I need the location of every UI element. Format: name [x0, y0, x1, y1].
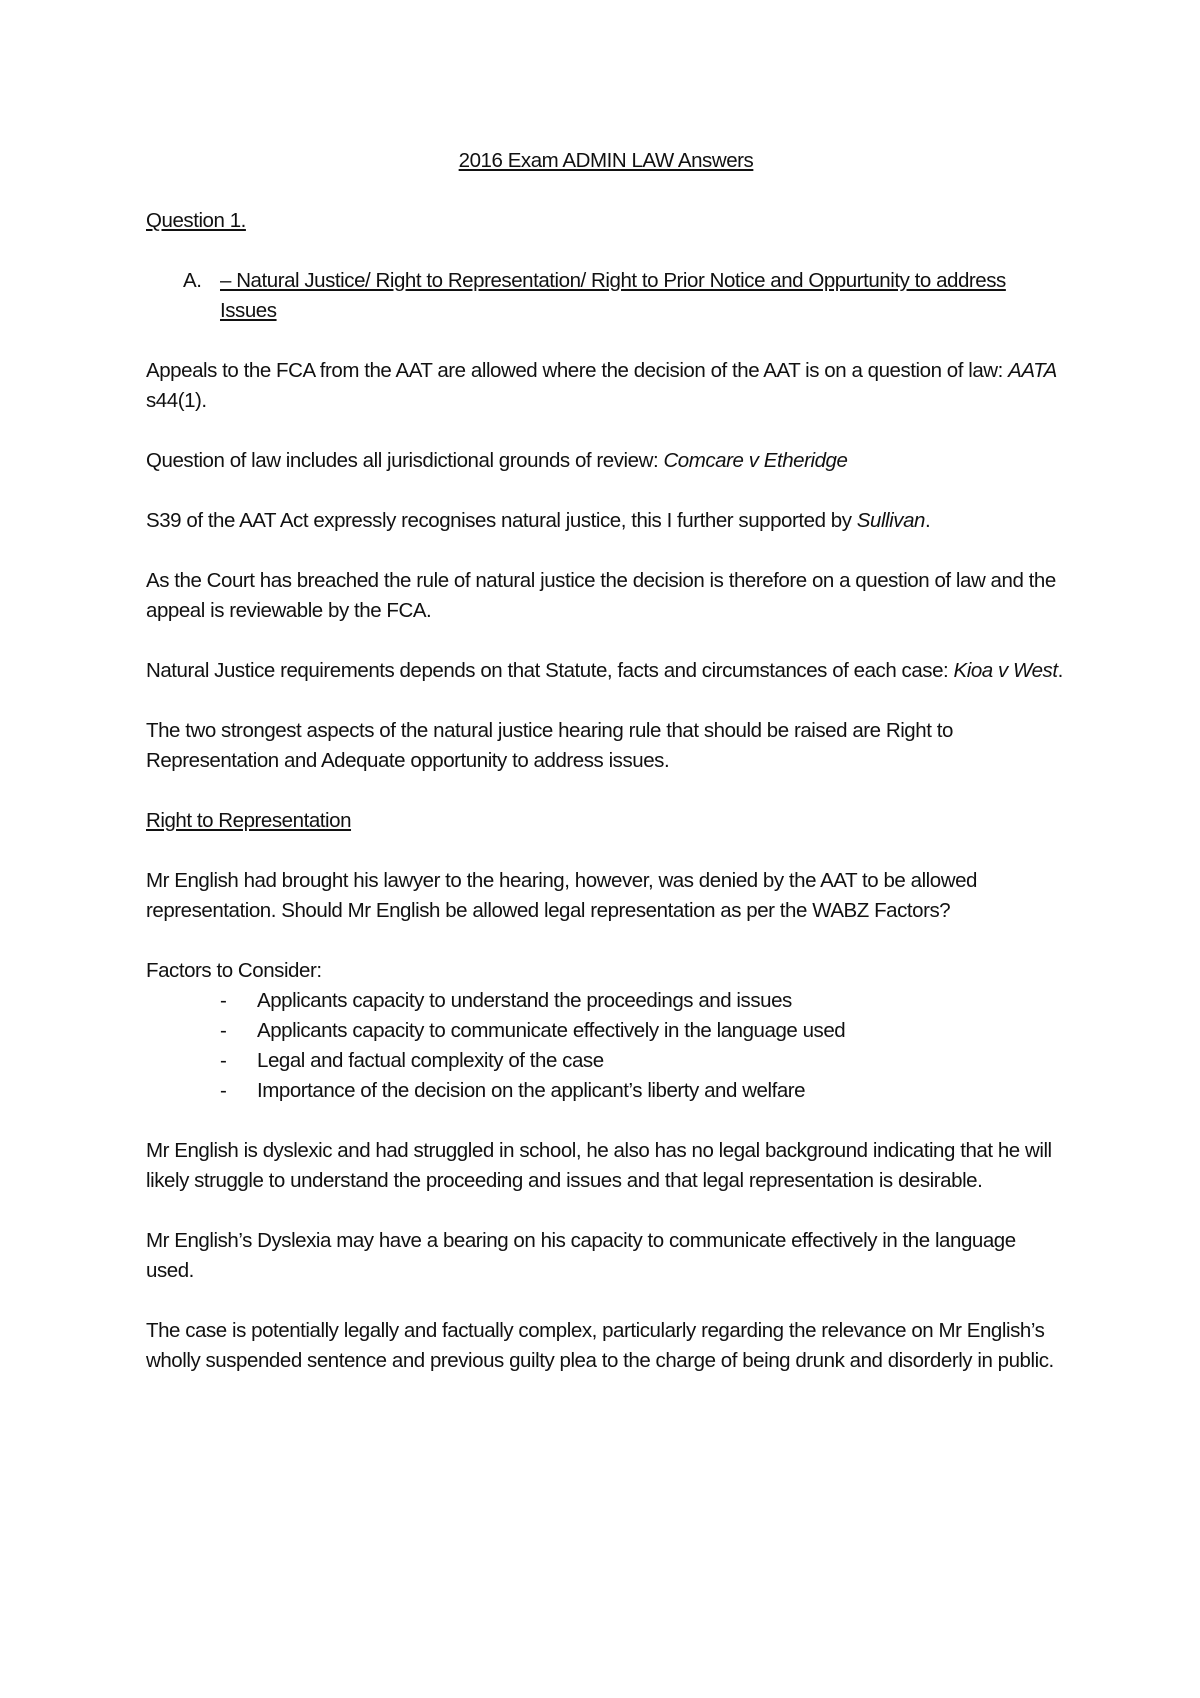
factor-text: Applicants capacity to understand the proceedings and issues — [257, 989, 792, 1012]
paragraph-requirements-tail: . — [1057, 659, 1063, 682]
paragraph-dyslexia-bearing: Mr English’s Dyslexia may have a bearing on his capacity to communicate effectively in the language used. — [146, 1229, 1016, 1282]
paragraph-lawyer: Mr English had brought his lawyer to the hearing, however, was denied by the AAT to be allowed representation. Should Mr English be allowed legal representation as per the WABZ Factors? — [146, 869, 977, 922]
paragraph-breach: As the Court has breached the rule of natural justice the decision is therefore on a question of law and the appeal is reviewable by the FCA. — [146, 569, 1056, 622]
citation-sullivan: Sullivan — [856, 509, 925, 532]
list-item — [220, 1076, 1066, 1106]
paragraph-complexity: The case is potentially legally and factually complex, particularly regarding the relevance on Mr English’s wholly suspended sentence and previous guilty plea to the charge of being drunk and disorderly in public. — [146, 1319, 1054, 1372]
citation-aata: AATA — [1008, 359, 1057, 382]
subheading-right-to-representation: Right to Representation — [146, 809, 352, 832]
paragraph-s39 — [146, 506, 1066, 536]
paragraph-appeals — [146, 356, 1066, 416]
section-a-heading: – Natural Justice/ Right to Representation/ Right to Prior Notice and Oppurtunity to address Issues — [220, 269, 1006, 322]
section-a-letter: A. — [183, 269, 202, 292]
document-title: 2016 Exam ADMIN LAW Answers — [458, 149, 754, 172]
paragraph-requirements — [146, 656, 1066, 686]
factors-list — [146, 986, 1066, 1106]
list-dash: - — [220, 1049, 227, 1072]
list-item — [220, 986, 1066, 1016]
document-page — [146, 146, 1066, 1376]
factors-intro: Factors to Consider: — [146, 959, 322, 982]
list-dash: - — [220, 1079, 227, 1102]
question-heading: Question 1. — [146, 209, 246, 232]
list-dash: - — [220, 1019, 227, 1042]
factor-text: Applicants capacity to communicate effectively in the language used — [257, 1019, 846, 1042]
citation-comcare: Comcare v Etheridge — [663, 449, 848, 472]
list-dash: - — [220, 989, 227, 1012]
paragraph-s39-tail: . — [924, 509, 931, 532]
paragraph-strongest-aspects: The two strongest aspects of the natural justice hearing rule that should be raised are Right to Representation and Adequate opportunity to address issues. — [146, 719, 953, 772]
citation-kioa: Kioa v West — [953, 659, 1058, 682]
paragraph-requirements-text: Natural Justice requirements depends on that Statute, facts and circumstances of each case: — [146, 659, 954, 682]
paragraph-question-of-law — [146, 446, 1066, 476]
paragraph-appeals-text: Appeals to the FCA from the AAT are allowed where the decision of the AAT is on a question of law: — [146, 359, 1009, 382]
factor-text: Legal and factual complexity of the case — [257, 1049, 604, 1072]
section-a-header — [146, 266, 1066, 326]
paragraph-appeals-tail: s44(1). — [146, 389, 207, 412]
factor-text: Importance of the decision on the applicant’s liberty and welfare — [257, 1079, 806, 1102]
paragraph-s39-text: S39 of the AAT Act expressly recognises natural justice, this I further supported by — [146, 509, 857, 532]
list-item — [220, 1016, 1066, 1046]
paragraph-dyslexic: Mr English is dyslexic and had struggled in school, he also has no legal background indicating that he will likely struggle to understand the proceeding and issues and that legal representation is desirable. — [146, 1139, 1052, 1192]
list-item — [220, 1046, 1066, 1076]
paragraph-question-of-law-text: Question of law includes all jurisdictional grounds of review: — [146, 449, 664, 472]
